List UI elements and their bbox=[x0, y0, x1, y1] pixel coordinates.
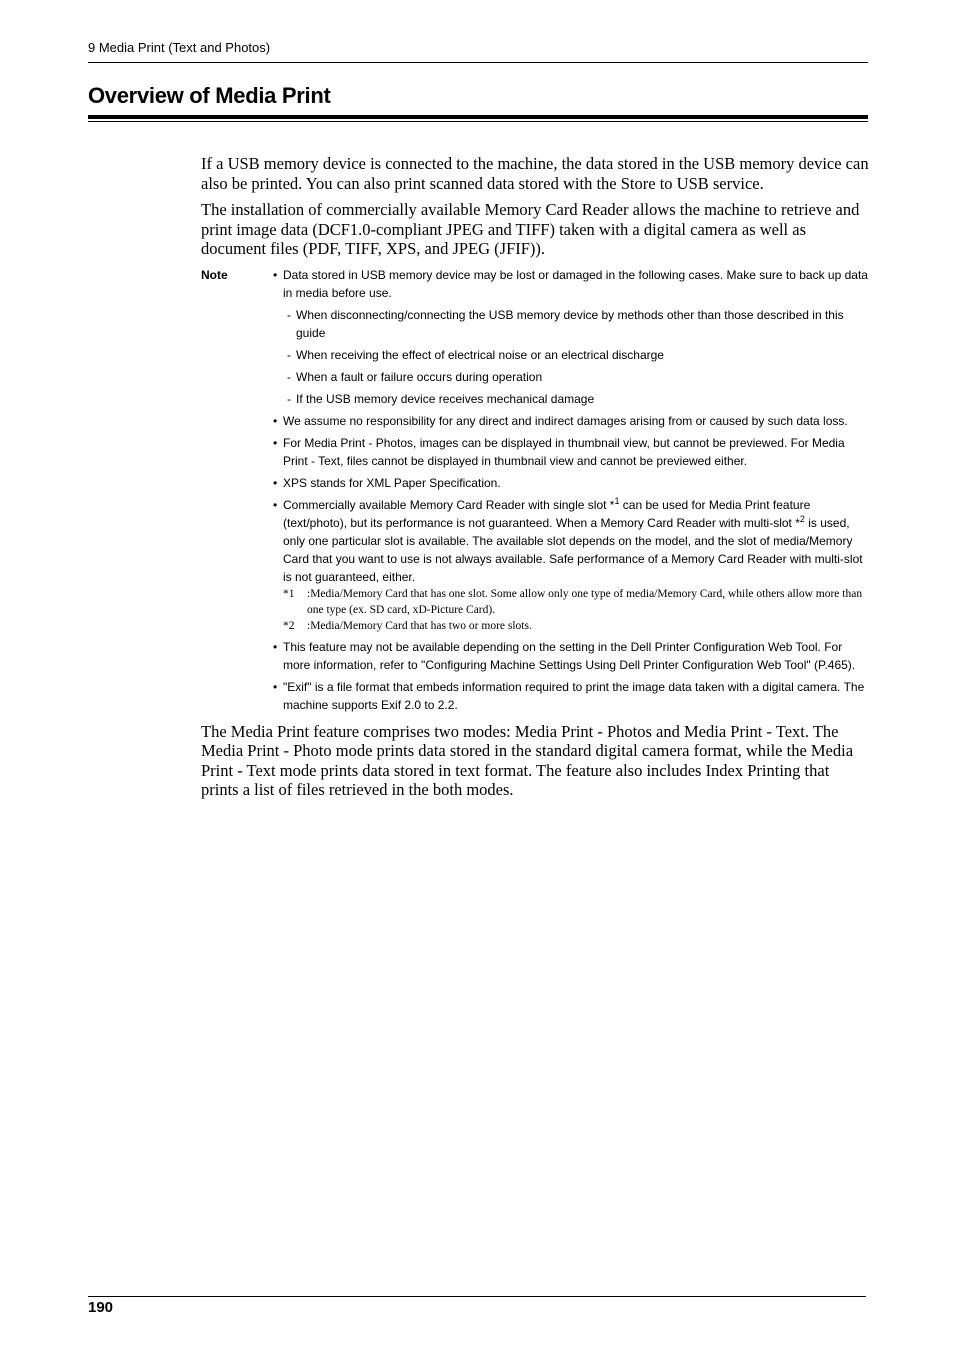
bullet-icon: • bbox=[273, 267, 278, 282]
note-item-text: "Exif" is a file format that embeds information required to print the image data taken with a digital camera. The machine supports Exif 2.0 to 2.2. bbox=[283, 679, 865, 712]
sub-item bbox=[273, 368, 869, 386]
sub-item bbox=[273, 306, 869, 342]
bullet-icon: • bbox=[273, 639, 278, 654]
note-item-text-part3: is used, only one particular slot is available. The available slot depends on the model, and the slot of media/Memory Card that you want to use is not always available. Safe performance of a Memory Card Reader with multi-slot is not guaranteed, either. bbox=[283, 515, 863, 584]
note-block bbox=[201, 266, 869, 714]
sub-item-text: When receiving the effect of electrical noise or an electrical discharge bbox=[296, 347, 664, 362]
footnotes bbox=[273, 586, 869, 634]
sub-item-text: If the USB memory device receives mechanical damage bbox=[296, 391, 595, 406]
footnote-2 bbox=[273, 618, 869, 634]
note-item-text: Data stored in USB memory device may be lost or damaged in the following cases. Make sure to back up data in media before use. bbox=[283, 267, 868, 300]
note-list bbox=[273, 266, 869, 714]
footnote-mark: *2 bbox=[283, 619, 295, 632]
note-item-responsibility bbox=[273, 412, 869, 430]
modes-paragraph: The Media Print feature comprises two modes: Media Print - Photos and Media Print - Text. The Media Print - Photo mode prints data stored in the standard digital camera format, while the Media Print - Text mode prints data stored in text format. The feature also includes Index Printing that prints a list of files retrieved in the both modes. bbox=[201, 721, 854, 799]
page-title: Overview of Media Print bbox=[88, 83, 331, 108]
bullet-icon: • bbox=[273, 435, 278, 450]
main-content bbox=[201, 154, 869, 807]
note-item-card-reader bbox=[273, 496, 869, 586]
dash-icon: - bbox=[287, 391, 291, 406]
note-label: Note bbox=[201, 267, 228, 282]
sub-item-text: When a fault or failure occurs during operation bbox=[296, 369, 543, 384]
note-item-text-part1: Commercially available Memory Card Reader with single slot * bbox=[283, 497, 615, 512]
note-item-thumbnail bbox=[273, 434, 869, 470]
footnote-text: :Media/Memory Card that has two or more slots. bbox=[307, 619, 532, 632]
bullet-icon: • bbox=[273, 679, 278, 694]
sub-item bbox=[273, 390, 869, 408]
sub-item bbox=[273, 346, 869, 364]
note-item-text: For Media Print - Photos, images can be displayed in thumbnail view, but cannot be previewed. For Media Print - Text, files cannot be displayed in thumbnail view and cannot be previewed either. bbox=[283, 435, 845, 468]
note-item-text: This feature may not be available depending on the setting in the Dell Printer Configuration Web Tool. For more information, refer to "Configuring Machine Settings Using Dell Printer Configuration Web Tool" (P.465). bbox=[283, 639, 856, 672]
intro-paragraph-card-reader: The installation of commercially available Memory Card Reader allows the machine to retrieve and print image data (DCF1.0-compliant JPEG and TIFF) taken with a digital camera as well as document files (PDF, TIFF, XPS, and JPEG (JFIF)). bbox=[201, 200, 860, 258]
dash-icon: - bbox=[287, 307, 291, 322]
footnote-1 bbox=[273, 586, 869, 618]
bullet-icon: • bbox=[273, 497, 278, 512]
note-item-text-part2: can be used for Media Print feature (text/photo), but its performance is not guaranteed. When a Memory Card Reader with multi-slot * bbox=[283, 497, 811, 530]
footnote-ref-1: 1 bbox=[614, 495, 620, 506]
page-number: 190 bbox=[88, 1299, 114, 1316]
dash-icon: - bbox=[287, 369, 291, 384]
bullet-icon: • bbox=[273, 475, 278, 490]
title-underline-thick bbox=[88, 115, 868, 119]
dash-icon: - bbox=[287, 347, 291, 362]
note-item-availability bbox=[273, 638, 869, 674]
header-divider bbox=[88, 62, 868, 63]
intro-paragraph-usb: If a USB memory device is connected to the machine, the data stored in the USB memory device can also be printed. You can also print scanned data stored with the Store to USB service. bbox=[201, 154, 869, 193]
footnote-ref-2: 2 bbox=[799, 513, 805, 524]
note-item-text: We assume no responsibility for any direct and indirect damages arising from or caused by such data loss. bbox=[283, 413, 848, 428]
footnote-mark: *1 bbox=[283, 587, 295, 600]
running-header: 9 Media Print (Text and Photos) bbox=[88, 40, 271, 55]
footer-divider bbox=[88, 1296, 866, 1297]
note-item-text: XPS stands for XML Paper Specification. bbox=[283, 475, 501, 490]
note-item-data-loss bbox=[273, 266, 869, 302]
note-item-exif bbox=[273, 678, 869, 714]
sub-item-text: When disconnecting/connecting the USB memory device by methods other than those described in this guide bbox=[296, 307, 844, 340]
footnote-text: :Media/Memory Card that has one slot. Some allow only one type of media/Memory Card, while others allow more than one type (ex. SD card, xD-Picture Card). bbox=[307, 587, 863, 616]
title-underline-thin bbox=[88, 121, 868, 122]
bullet-icon: • bbox=[273, 413, 278, 428]
note-item-xps bbox=[273, 474, 869, 492]
